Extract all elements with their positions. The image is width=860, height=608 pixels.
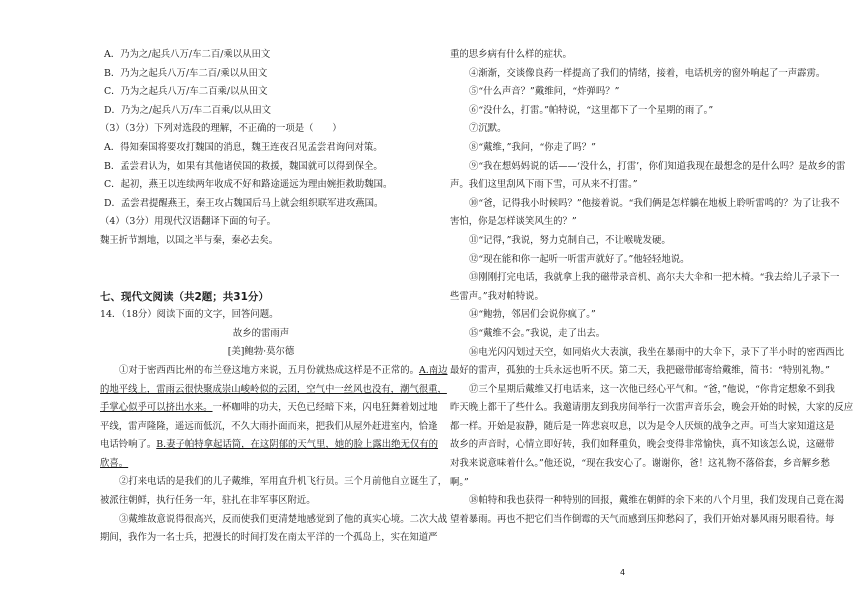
- paragraph-line: ③戴维故意说得很高兴，反而使我们更清楚地感觉到了他的真实心境。二次大战: [119, 513, 448, 525]
- option-line: A．乃为之/起兵八万/车二百/乘以从田文: [104, 49, 271, 60]
- paragraph-line: 昨天晚上都干了些什么。我邀请朋友到我房间举行一次雷声音乐会，晚会开始的时候，大家的反应: [450, 402, 854, 414]
- paragraph-line: 些雷声。”我对帕特说。: [450, 290, 544, 302]
- option-line: C．起初，燕王以连续两年收成不好和路途遥远为理由婉拒救助魏国。: [104, 179, 393, 191]
- option-line: C．乃为之起兵八万/车二百乘/以从田文: [104, 86, 268, 98]
- paragraph-line: 重的思乡病有什么样的症状。: [450, 49, 572, 60]
- question-4: （4）（3分）用现代汉语翻译下面的句子。: [100, 216, 276, 228]
- paragraph-line: ⑯电光闪闪划过天空，如同焰火大表演，我坐在暴雨中的大伞下，录下了半小时的密西西比: [469, 346, 845, 358]
- question-14: 14．（18分）阅读下面的文字，回答问题。: [100, 309, 279, 321]
- paragraph-line: ⑩“爸，记得我小时候吗？”他接着说。“我们俩是怎样躺在地板上聆听雷鸣的？为了让我不: [469, 197, 840, 209]
- option-line: A．得知秦国将要攻打魏国的消息，魏王连夜召见孟尝君询问对策。: [104, 141, 383, 153]
- left-column: [100, 46, 448, 548]
- option-line: D．孟尝君提醒燕王，秦王攻占魏国后马上就会组织联军进攻燕国。: [104, 197, 384, 209]
- underlined-sentence-b: 欣喜。: [100, 457, 129, 469]
- underlined-sentence-a: A.南边: [419, 364, 448, 376]
- section-title: 七、现代文阅读（共2题；共31分）: [100, 290, 269, 303]
- paragraph-line: ②打来电话的是我们的儿子戴维，军用直升机飞行员。三个月前他自立诞生了，: [119, 476, 448, 488]
- paragraph-line: ⑫“现在能和你一起听一听雷声就好了。”他轻轻地说。: [469, 253, 690, 265]
- paragraph-text: 电话铃响了。: [100, 439, 157, 451]
- paragraph-line: ⑱帕特和我也获得一种特别的回报，戴维在朝鲜的余下来的八个月里，我们发现自己竟在渴: [469, 495, 845, 507]
- story-title: 故乡的雷雨声: [232, 327, 290, 339]
- paragraph-line: ④渐渐，交谈像良药一样提高了我们的情绪，接着，电话机旁的窗外响起了一声霹雳。: [469, 67, 826, 79]
- paragraph-line: 平线，雷声隆隆，遥远而低沉，不久大雨扑面而来，把我们从屋外赶进室内，恰逢: [100, 420, 438, 432]
- paragraph-line: 被派往朝鲜，执行任务一年，驻扎在非军事区附近。: [100, 495, 316, 507]
- paragraph-line: ⑨“我在想妈妈说的话——‘没什么，打雷’，你们知道我现在最想念的是什么吗？是故乡的雷: [469, 160, 846, 172]
- paragraph-line: [100, 362, 448, 381]
- underlined-sentence-a: 手掌心似乎可以挤出水来。: [100, 402, 213, 414]
- paragraph-line: 最好的雷声，孤独的士兵永远也听不厌。第二天，我把磁带邮寄给戴维，简书：“特别礼物。”: [450, 365, 830, 377]
- question-4-sentence: 魏王折节割地，以国之半与秦，秦必去矣。: [100, 234, 279, 246]
- paragraph-line: ⑰三个星期后戴维又打电话来，这一次他已经心平气和。“爸，”他说，“你肯定想象不到我: [469, 383, 835, 395]
- underlined-sentence-a: 的地平线上，雷雨云很快聚成崇山峻岭似的云团，空气中一丝风也没有，潮气很重，: [100, 383, 447, 395]
- paragraph-line: 对我来说意味着什么。”他还说，“现在我安心了。谢谢你，爸！这礼物不落俗套，乡音解乡愁: [450, 458, 830, 470]
- paragraph-line: [100, 436, 439, 455]
- paragraph-line: ⑮“戴维不会。”我说，走了出去。: [469, 327, 606, 339]
- right-column: [450, 46, 854, 529]
- paragraph-line: 望着暴雨。再也不把它们当作倒霉的天气而感到压抑愁闷了，我们开始对暴风雨另眼看待。每: [450, 513, 835, 525]
- paragraph-line: 期间，我作为一名士兵，把漫长的时间打发在南太平洋的一个孤岛上，实在知道严: [100, 532, 438, 544]
- page-number: 4: [620, 568, 626, 577]
- paragraph-line: ⑬刚刚打完电话，我就拿上我的磁带录音机、高尔夫大伞和一把木椅。“我去给儿子录下一: [469, 272, 840, 284]
- paragraph-line: ⑦沉默。: [469, 123, 507, 135]
- paragraph-line: [100, 399, 438, 418]
- paragraph-line: 都一样。开始是寂静，随后是一阵悲哀叹息，以为是令人厌烦的战争之声。可当大家知道这是: [450, 420, 835, 432]
- question-3: （3）（3分）下列对选段的理解，不正确的一项是（ ）: [100, 123, 342, 135]
- option-line: D．乃为之/起兵八万/车二百乘/以从田文: [104, 104, 271, 116]
- paragraph-text: 一杯咖啡的功夫，天色已经暗下来，闪电狂舞着划过地: [212, 402, 438, 414]
- story-author: [美]鲍勃·莫尔德: [227, 346, 295, 358]
- paragraph-line: ⑭“鲍勃，邻居们会说你疯了。”: [469, 309, 596, 321]
- paragraph-line: 害怕，你是怎样谈笑风生的？”: [450, 216, 577, 228]
- paragraph-line: 声。我们这里刮风下雨下雪，可从来不打雷。”: [450, 179, 638, 191]
- paragraph-line: 故乡的声音时，心情立即好转，我们如释重负，晚会变得非常愉快，真不知该怎么说，这磁带: [450, 439, 835, 451]
- paragraph-line: ⑥“没什么，打雷。”帕特说，“这里都下了一个星期的雨了。”: [469, 104, 714, 116]
- paragraph-line: ⑪“记得，”我说，努力克制自己，不让喉咙发硬。: [469, 234, 671, 246]
- paragraph-text: ①对于密西西比州的布兰登这地方来说，五月份就热成这样是不正常的。: [119, 364, 420, 376]
- paragraph-line: 啊。”: [450, 476, 469, 488]
- underlined-sentence-b: B.妻子帕特拿起话筒，在这阴郁的天气里，她的脸上露出绝无仅有的: [156, 439, 439, 451]
- option-line: B．孟尝君认为，如果有其他诸侯国的救援，魏国就可以得到保全。: [104, 160, 383, 172]
- option-line: B．乃为之起兵八万/车二百/乘以从田文: [104, 67, 268, 79]
- paragraph-line: ⑤“什么声音？”戴维问，“炸弹吗？”: [469, 86, 620, 98]
- paragraph-line: ⑧“戴维，”我问，“你走了吗？”: [469, 141, 596, 153]
